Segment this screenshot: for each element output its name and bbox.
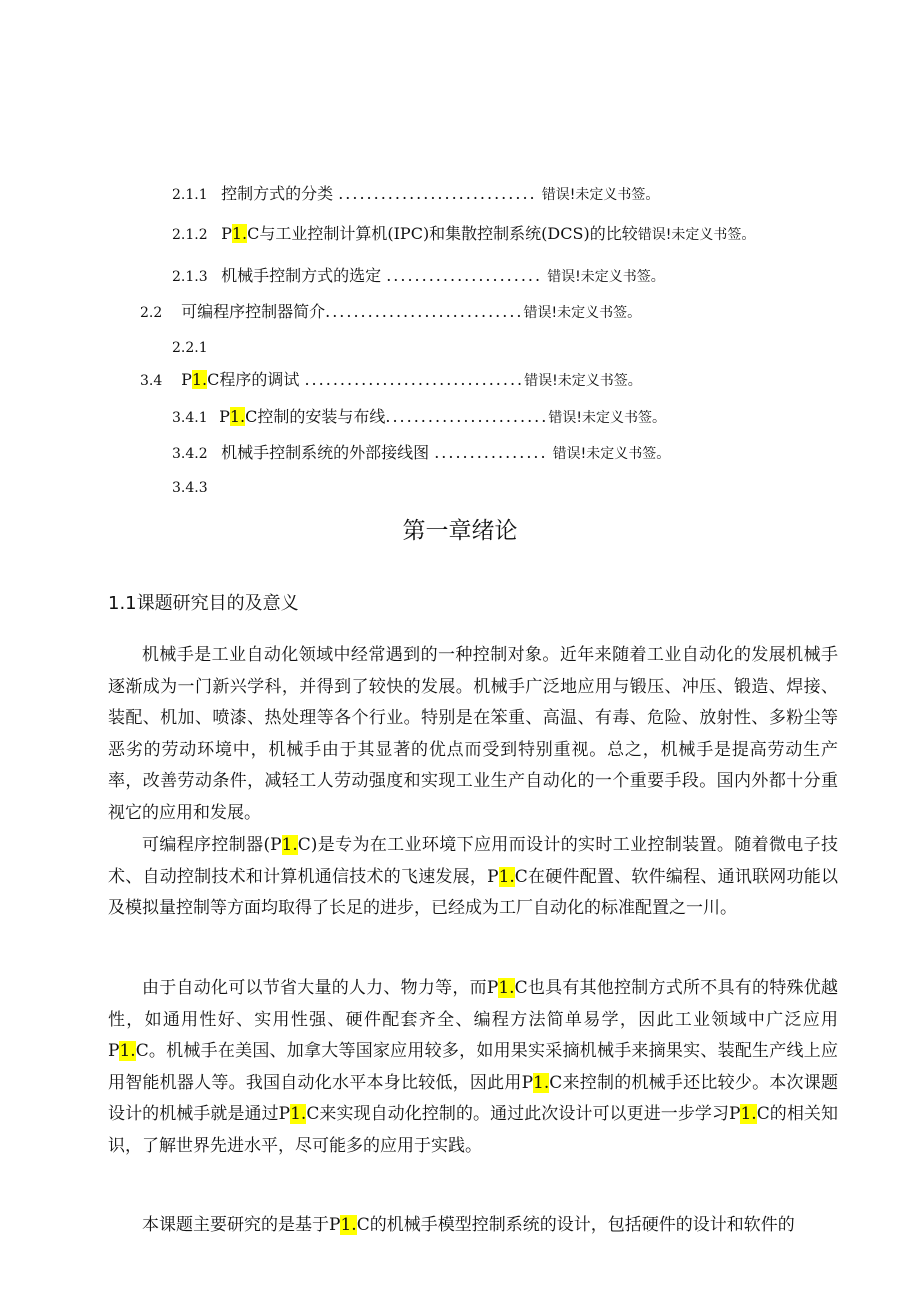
toc-number: 3.4.2 bbox=[172, 446, 208, 462]
toc-entry bbox=[172, 442, 670, 465]
toc-leader: ................ bbox=[434, 443, 548, 462]
toc-title: 机械手控制系统的外部接线图 bbox=[221, 443, 430, 462]
toc-page-error: 错误!未定义书签。 bbox=[524, 373, 642, 389]
highlight: 1. bbox=[340, 1215, 357, 1235]
toc-page-error: 错误!未定义书签。 bbox=[552, 446, 671, 462]
toc-number: 2.1.2 bbox=[172, 227, 208, 243]
toc-entry bbox=[172, 183, 659, 206]
toc-entry bbox=[172, 336, 208, 359]
toc-title: P1.C控制的安装与布线 bbox=[219, 407, 386, 426]
toc-leader: ............................... bbox=[304, 370, 525, 389]
toc-number: 2.1.3 bbox=[172, 269, 208, 285]
toc-page-error: 错误!未定义书签。 bbox=[637, 227, 756, 243]
toc-title: 可编程序控制器简介 bbox=[181, 302, 326, 321]
toc-entry bbox=[172, 265, 665, 288]
toc-page-error: 错误!未定义书签。 bbox=[548, 410, 666, 426]
highlight: 1. bbox=[498, 978, 515, 998]
toc-number: 3.4.3 bbox=[172, 480, 208, 496]
toc-page-error: 错误!未定义书签。 bbox=[541, 187, 660, 203]
body-paragraph: 机械手是工业自动化领域中经常遇到的一种控制对象。近年来随着工业自动化的发展机械手逐渐成为一门新兴学科，并得到了较快的发展。机械手广泛地应用与锻压、冲压、锻造、焊接、装配、机加、喷漆、热处理等各个行业。特别是在笨重、高温、有毒、危险、放射性、多粉尘等恶劣的劳动环境中，机械手由于其显著的优点而受到特别重视。总之，机械手是提高劳动生产率，改善劳动条件，减轻工人劳动强度和实现工业生产自动化的一个重要手段。国内外都十分重视它的应用和发展。 bbox=[108, 645, 838, 823]
toc-page-error: 错误!未定义书签。 bbox=[523, 305, 642, 321]
highlight: 1. bbox=[533, 1072, 550, 1093]
body-paragraph: 本课题主要研究的是基于P1.C的机械手模型控制系统的设计，包括硬件的设计和软件的 bbox=[142, 1215, 795, 1235]
toc-entry bbox=[140, 301, 641, 324]
body-paragraph: 由于自动化可以节省大量的人力、物力等，而P1.C也具有其他控制方式所不具有的特殊优越性，如通用性好、实用性强、硬件配套齐全、编程方法简单易学，因此工业领域中广泛应用P1.C。机械手在美国、加拿大等国家应用较多，如用果实采摘机械手来摘果实、装配生产线上应用智能机器人等。我国自动化水平本身比较低，因此用P1.C来控制的机械手还比较少。本次课题设计的机械手就是通过P1.C来实现自动化控制的。通过此次设计可以更进一步学习P1.C的相关知识，了解世界先进水平，尽可能多的应用于实践。 bbox=[108, 978, 838, 1156]
toc-leader: ............................ bbox=[325, 302, 524, 321]
highlight: 1. bbox=[231, 224, 248, 243]
toc-number: 3.4 bbox=[140, 373, 163, 389]
toc-number: 2.2.1 bbox=[172, 340, 208, 356]
toc-title: P1.C与工业控制计算机(IPC)和集散控制系统(DCS)的比较 bbox=[221, 224, 638, 243]
highlight: 1. bbox=[740, 1104, 757, 1124]
toc-entry bbox=[172, 406, 666, 429]
toc-number: 2.2 bbox=[140, 305, 163, 321]
section-title: 1.1课题研究目的及意义 bbox=[108, 593, 299, 614]
toc-entry bbox=[172, 476, 208, 499]
toc-page-error: 错误!未定义书签。 bbox=[547, 269, 665, 285]
toc-title: 控制方式的分类 bbox=[221, 184, 334, 203]
toc-leader: ............................ bbox=[338, 184, 537, 203]
highlight: 1. bbox=[498, 866, 515, 887]
highlight: 1. bbox=[119, 1041, 136, 1061]
toc-entry bbox=[140, 369, 642, 392]
body-paragraph: 可编程序控制器(P1.C)是专为在工业环境下应用而设计的实时工业控制装置。随着微电子技术、自动控制技术和计算机通信技术的飞速发展，P1.C在硬件配置、软件编程、通讯联网功能以及模拟量控制等方面均取得了长足的进步，已经成为工厂自动化的标准配置之一川。 bbox=[108, 835, 838, 918]
highlight: 1. bbox=[281, 835, 298, 855]
highlight: 1. bbox=[191, 370, 208, 389]
toc-leader: ....................... bbox=[385, 407, 549, 426]
chapter-title: 第一章绪论 bbox=[402, 518, 518, 544]
toc-number: 2.1.1 bbox=[172, 187, 208, 203]
highlight: 1. bbox=[229, 407, 246, 426]
toc-title: P1.C程序的调试 bbox=[181, 370, 300, 389]
toc-title: 机械手控制方式的选定 bbox=[221, 266, 382, 285]
highlight: 1. bbox=[290, 1104, 307, 1124]
toc-leader: ...................... bbox=[386, 266, 543, 285]
toc-entry bbox=[172, 223, 755, 246]
toc-number: 3.4.1 bbox=[172, 410, 208, 426]
